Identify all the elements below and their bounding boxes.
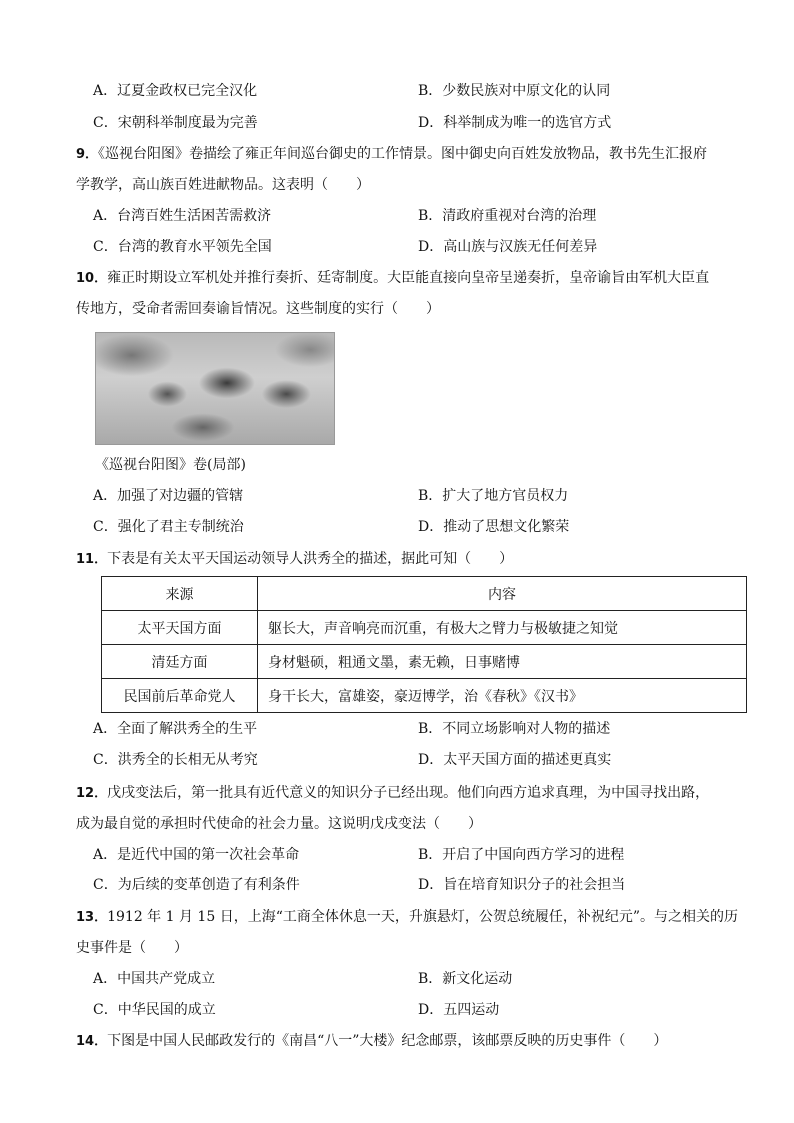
q11-option-d[interactable]: D．太平天国方面的描述更真实	[418, 752, 612, 768]
table-cell-source: 民国前后革命党人	[102, 679, 258, 713]
q12-option-a[interactable]: A．是近代中国的第一次社会革命	[93, 847, 300, 863]
table-row	[102, 645, 747, 679]
q12-stem	[76, 783, 709, 804]
q11-option-b[interactable]: B．不同立场影响对人物的描述	[418, 721, 611, 737]
q10-stem	[76, 268, 709, 289]
q11-stem-line1: 下表是有关太平天国运动领导人洪秀全的描述，据此可知（ ）	[107, 551, 514, 567]
q11-stem	[76, 549, 513, 570]
painting-image	[95, 332, 335, 445]
q12-stem-line1: 戊戌变法后，第一批具有近代意义的知识分子已经出现。他们向西方追求真理，为中国寻找出路，	[107, 785, 710, 801]
q10-stem-line1: 雍正时期设立军机处并推行奏折、廷寄制度。大臣能直接向皇帝呈递奏折，皇帝谕旨由军机大臣直	[107, 270, 710, 286]
q10-option-a[interactable]: A．加强了对边疆的管辖	[93, 488, 244, 504]
table-row	[102, 611, 747, 645]
q11-option-a[interactable]: A．全面了解洪秀全的生平	[93, 721, 258, 737]
q12-stem-line2: 成为最自觉的承担时代使命的社会力量。这说明戊戌变法（ ）	[76, 816, 482, 832]
q14-stem	[76, 1031, 667, 1052]
q9-option-d[interactable]: D．高山族与汉族无任何差异	[418, 239, 598, 255]
q10-number: 10．	[76, 271, 108, 286]
q10-option-c[interactable]: C．强化了君主专制统治	[93, 519, 244, 535]
q8-option-a[interactable]: A．辽夏金政权已完全汉化	[93, 83, 258, 99]
q13-stem-line1: 1912 年 1 月 15 日，上海“工商全体休息一天，升旗悬灯，公贺总统履任，补祝纪元”。与之相关的历	[107, 909, 739, 925]
q13-option-a[interactable]: A．中国共产党成立	[93, 971, 216, 987]
q12-number: 12．	[76, 786, 108, 801]
q8-option-d[interactable]: D．科举制成为唯一的选官方式	[418, 115, 612, 131]
source-table	[101, 576, 747, 713]
q9-stem-line1: 《巡视台阳图》卷描绘了雍正年间巡台御史的工作情景。图中御史向百姓发放物品，教书先生汇报府	[98, 146, 708, 162]
q12-option-c[interactable]: C．为后续的变革创造了有利条件	[93, 877, 300, 893]
q12-option-b[interactable]: B．开启了中国向西方学习的进程	[418, 847, 625, 863]
q9-number: 9．	[76, 147, 99, 162]
q10-option-d[interactable]: D．推动了思想文化繁荣	[418, 519, 570, 535]
table-cell-source: 清廷方面	[102, 645, 258, 679]
table-header-source: 来源	[102, 577, 258, 611]
q10-option-b[interactable]: B．扩大了地方官员权力	[418, 488, 569, 504]
table-cell-content: 躯长大，声音响亮而沉重，有极大之臂力与极敏捷之知觉	[258, 611, 747, 645]
painting-caption: 《巡视台阳图》卷(局部)	[95, 457, 246, 473]
table-cell-content: 身材魁硕，粗通文墨，素无赖，日事赌博	[258, 645, 747, 679]
q13-option-b[interactable]: B．新文化运动	[418, 971, 513, 987]
q13-option-d[interactable]: D．五四运动	[418, 1002, 500, 1018]
q8-option-b[interactable]: B．少数民族对中原文化的认同	[418, 83, 611, 99]
table-header-content: 内容	[258, 577, 747, 611]
q10-stem-line2: 传地方，受命者需回奏谕旨情况。这些制度的实行（ ）	[76, 301, 440, 317]
table-row	[102, 679, 747, 713]
table-cell-content: 身干长大，富雄姿，豪迈博学，治《春秋》《汉书》	[258, 679, 747, 713]
q9-option-c[interactable]: C．台湾的教育水平领先全国	[93, 239, 272, 255]
q9-option-a[interactable]: A．台湾百姓生活困苦需救济	[93, 208, 272, 224]
q13-stem	[76, 907, 738, 928]
q13-option-c[interactable]: C．中华民国的成立	[93, 1002, 216, 1018]
table-header-row	[102, 577, 747, 611]
q9-option-b[interactable]: B．清政府重视对台湾的治理	[418, 208, 597, 224]
q8-option-c[interactable]: C．宋朝科举制度最为完善	[93, 115, 258, 131]
q14-stem-line1: 下图是中国人民邮政发行的《南昌“八一”大楼》纪念邮票，该邮票反映的历史事件（ ）	[107, 1033, 668, 1049]
q13-stem-line2: 史事件是（ ）	[76, 940, 188, 956]
q11-option-c[interactable]: C．洪秀全的长相无从考究	[93, 752, 258, 768]
q14-number: 14．	[76, 1034, 108, 1049]
q11-number: 11．	[76, 552, 108, 567]
q9-stem-line2: 学教学，高山族百姓进献物品。这表明（ ）	[76, 177, 370, 193]
table-cell-source: 太平天国方面	[102, 611, 258, 645]
q9-stem	[76, 144, 707, 165]
q12-option-d[interactable]: D．旨在培育知识分子的社会担当	[418, 877, 626, 893]
q13-number: 13．	[76, 910, 108, 925]
